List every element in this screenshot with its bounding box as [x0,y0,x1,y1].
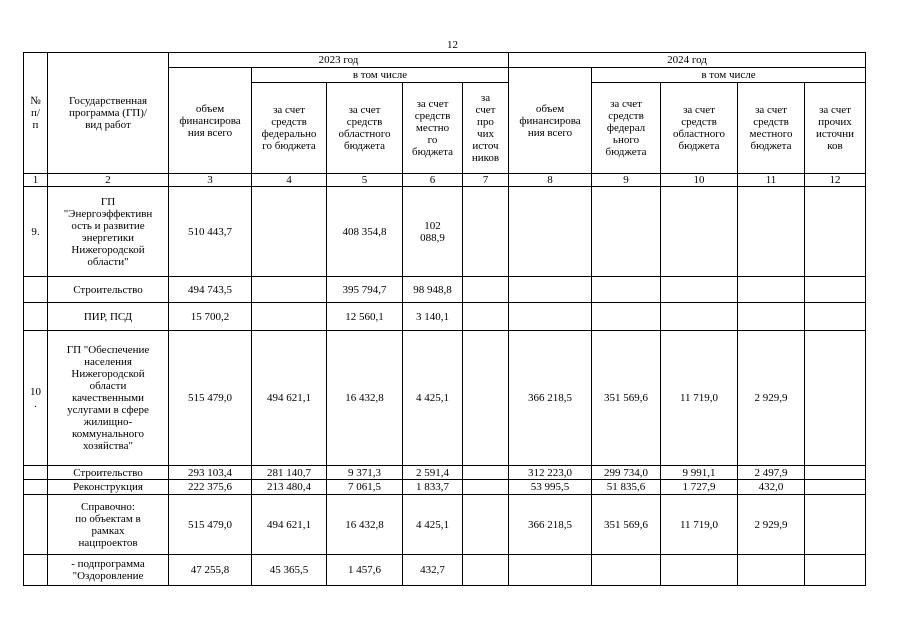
cell-oth-2023 [463,555,509,586]
row-number [24,495,48,555]
cell-fed-2024 [592,277,661,303]
cell-fed-2023 [252,303,327,331]
header-num: № п/ п [24,53,48,174]
cell-oth-2024 [805,555,866,586]
cell-fed-2024 [592,303,661,331]
col-number: 6 [403,174,463,187]
cell-reg-2024 [661,187,738,277]
cell-total-2023: 515 479,0 [169,495,252,555]
table-row [24,187,866,277]
header-total-2024: объем финансирова ния всего [509,68,592,174]
cell-fed-2024: 51 835,6 [592,480,661,495]
cell-loc-2024: 2 929,9 [738,495,805,555]
column-number-row [24,174,866,187]
program-name: - подпрограмма "Оздоровление [48,555,169,586]
cell-reg-2023: 408 354,8 [327,187,403,277]
cell-loc-2024: 432,0 [738,480,805,495]
header-reg-2023: за счет средств областного бюджета [327,83,403,174]
cell-total-2023: 293 103,4 [169,466,252,480]
cell-total-2024 [509,187,592,277]
header-loc-2023: за счет средств местно го бюджета [403,83,463,174]
cell-oth-2023 [463,277,509,303]
in-that-number-2024: в том числе [592,68,866,83]
header-oth-2024: за счет прочих источни ков [805,83,866,174]
col-number: 9 [592,174,661,187]
cell-fed-2023: 281 140,7 [252,466,327,480]
cell-loc-2023: 98 948,8 [403,277,463,303]
cell-fed-2023 [252,187,327,277]
cell-loc-2023: 102 088,9 [403,187,463,277]
header-fed-2023: за счет средств федерально го бюджета [252,83,327,174]
table-row [24,331,866,466]
cell-reg-2024: 11 719,0 [661,495,738,555]
header-loc-2024: за счет средств местного бюджета [738,83,805,174]
cell-oth-2024 [805,187,866,277]
table-row [24,466,866,480]
cell-oth-2023 [463,187,509,277]
cell-reg-2024: 9 991,1 [661,466,738,480]
cell-reg-2023: 9 371,3 [327,466,403,480]
cell-fed-2023: 45 365,5 [252,555,327,586]
col-number: 2 [48,174,169,187]
header-program: Государственная программа (ГП)/ вид работ [48,53,169,174]
cell-total-2023: 222 375,6 [169,480,252,495]
cell-loc-2024 [738,555,805,586]
col-number: 11 [738,174,805,187]
cell-oth-2023 [463,303,509,331]
row-number [24,466,48,480]
cell-total-2024 [509,277,592,303]
cell-fed-2024 [592,187,661,277]
cell-fed-2024: 351 569,6 [592,331,661,466]
cell-fed-2023: 494 621,1 [252,495,327,555]
cell-reg-2024 [661,303,738,331]
cell-fed-2023 [252,277,327,303]
row-number [24,480,48,495]
row-number [24,277,48,303]
cell-loc-2023: 432,7 [403,555,463,586]
cell-reg-2023: 395 794,7 [327,277,403,303]
cell-reg-2023: 12 560,1 [327,303,403,331]
table-row [24,277,866,303]
table-row [24,480,866,495]
cell-fed-2023: 213 480,4 [252,480,327,495]
cell-reg-2023: 1 457,6 [327,555,403,586]
program-name: ПИР, ПСД [48,303,169,331]
cell-fed-2024: 351 569,6 [592,495,661,555]
cell-loc-2024: 2 929,9 [738,331,805,466]
cell-total-2024: 312 223,0 [509,466,592,480]
year-2023: 2023 год [169,53,509,68]
program-name: Строительство [48,466,169,480]
col-number: 8 [509,174,592,187]
cell-reg-2024 [661,555,738,586]
cell-total-2024: 53 995,5 [509,480,592,495]
cell-fed-2023: 494 621,1 [252,331,327,466]
cell-total-2023: 15 700,2 [169,303,252,331]
cell-oth-2024 [805,495,866,555]
cell-oth-2023 [463,466,509,480]
header-total-2023: объем финансирова ния всего [169,68,252,174]
cell-oth-2024 [805,277,866,303]
cell-oth-2024 [805,331,866,466]
cell-total-2024: 366 218,5 [509,495,592,555]
table-row [24,495,866,555]
cell-oth-2023 [463,495,509,555]
col-number: 12 [805,174,866,187]
cell-reg-2024 [661,277,738,303]
cell-oth-2023 [463,480,509,495]
col-number: 10 [661,174,738,187]
header-fed-2024: за счет средств федерал ьного бюджета [592,83,661,174]
cell-fed-2024: 299 734,0 [592,466,661,480]
cell-loc-2024 [738,303,805,331]
col-number: 4 [252,174,327,187]
program-name: ГП "Энергоэффективн ость и развитие энергетики Нижегородской области" [48,187,169,277]
cell-reg-2024: 1 727,9 [661,480,738,495]
cell-loc-2023: 2 591,4 [403,466,463,480]
table-row [24,555,866,586]
cell-fed-2024 [592,555,661,586]
col-number: 5 [327,174,403,187]
cell-loc-2023: 4 425,1 [403,495,463,555]
col-number: 3 [169,174,252,187]
cell-total-2023: 47 255,8 [169,555,252,586]
row-number: 9. [24,187,48,277]
table-row [24,303,866,331]
page-number: 12 [447,39,458,51]
program-name: Реконструкция [48,480,169,495]
col-number: 1 [24,174,48,187]
cell-total-2023: 515 479,0 [169,331,252,466]
financing-table [23,52,866,586]
program-name: ГП "Обеспечение населения Нижегородской области качественными услугами в сфере жилищно- коммунального хозяйства" [48,331,169,466]
cell-oth-2024 [805,480,866,495]
cell-loc-2023: 1 833,7 [403,480,463,495]
program-name: Строительство [48,277,169,303]
header-reg-2024: за счет средств областного бюджета [661,83,738,174]
cell-loc-2024: 2 497,9 [738,466,805,480]
in-that-number-2023: в том числе [252,68,509,83]
header-oth-2023: за счет про чих источ ников [463,83,509,174]
cell-oth-2024 [805,466,866,480]
year-2024: 2024 год [509,53,866,68]
cell-total-2024: 366 218,5 [509,331,592,466]
cell-reg-2023: 7 061,5 [327,480,403,495]
cell-loc-2023: 3 140,1 [403,303,463,331]
cell-total-2024 [509,555,592,586]
cell-loc-2024 [738,187,805,277]
cell-total-2024 [509,303,592,331]
cell-total-2023: 510 443,7 [169,187,252,277]
cell-reg-2023: 16 432,8 [327,331,403,466]
row-number [24,555,48,586]
program-name: Справочно: по объектам в рамках нацпроектов [48,495,169,555]
cell-loc-2024 [738,277,805,303]
cell-oth-2024 [805,303,866,331]
row-number [24,303,48,331]
cell-total-2023: 494 743,5 [169,277,252,303]
cell-reg-2024: 11 719,0 [661,331,738,466]
cell-loc-2023: 4 425,1 [403,331,463,466]
cell-oth-2023 [463,331,509,466]
col-number: 7 [463,174,509,187]
row-number: 10 . [24,331,48,466]
cell-reg-2023: 16 432,8 [327,495,403,555]
